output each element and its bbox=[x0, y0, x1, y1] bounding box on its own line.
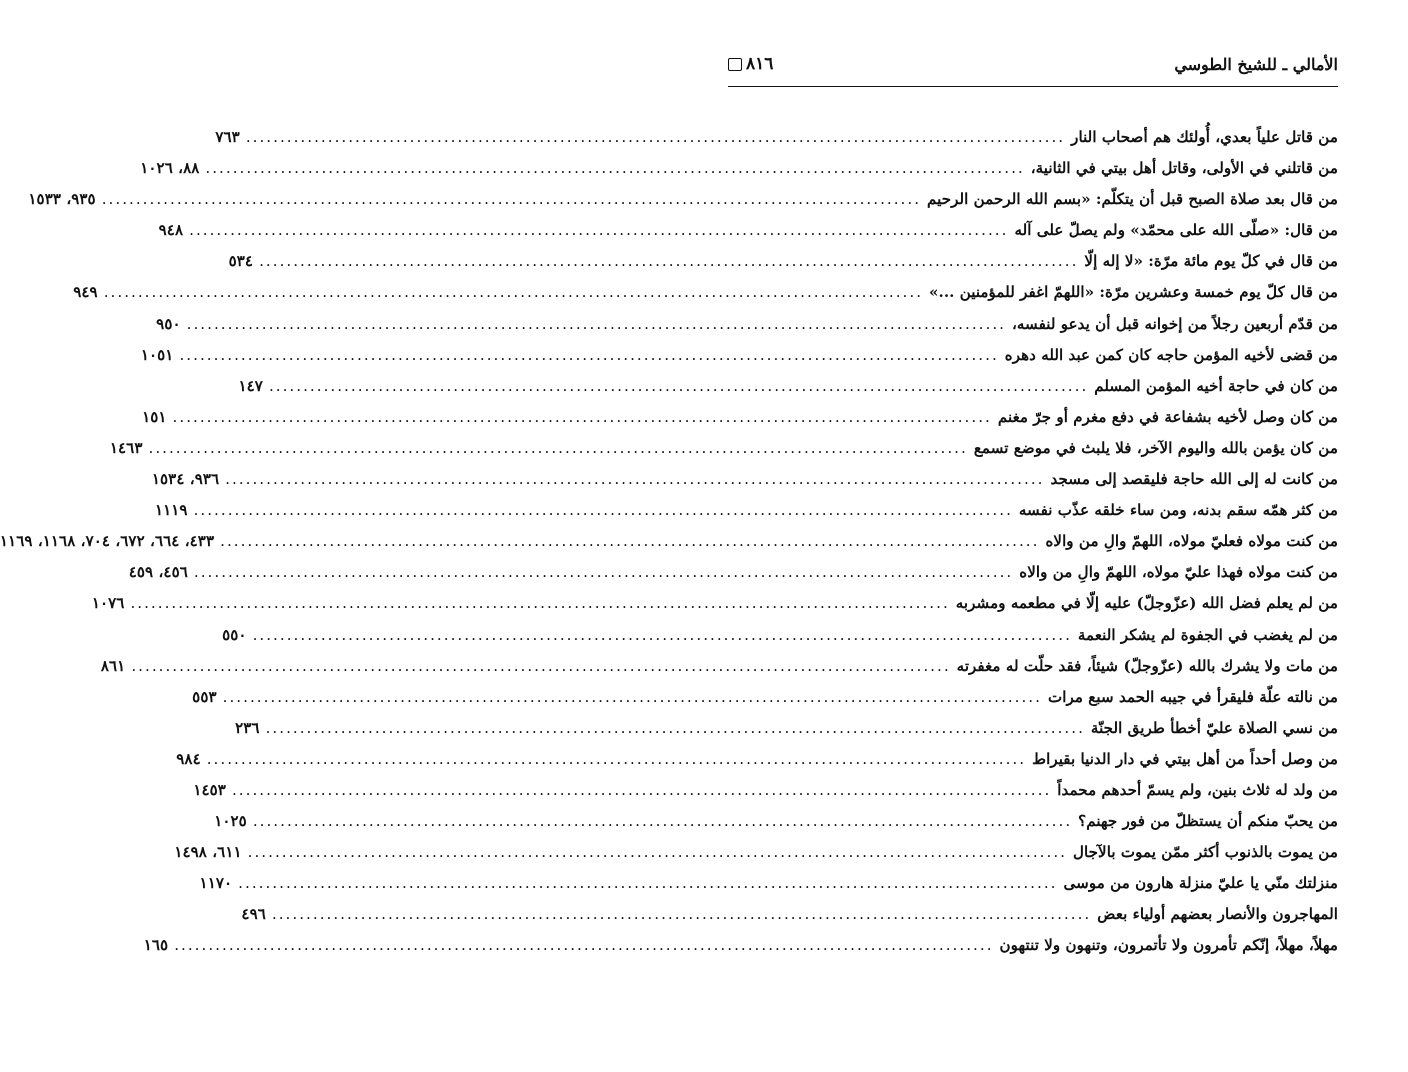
entry-page-numbers: ٤٩٦ bbox=[241, 905, 266, 924]
entry-page-numbers: ٧٦٣ bbox=[215, 128, 240, 146]
entry-dot-leader: ........................................................................................................................ bbox=[179, 345, 999, 364]
entry-text: من قدّم أربعين رجلاً من إخوانه قبل أن يدعو لنفسه، bbox=[1011, 314, 1338, 333]
entry-dot-leader: ........................................................................................................................ bbox=[101, 190, 922, 209]
entry-text: من نسي الصلاة عليّ أخطأ طريق الجنّة bbox=[1090, 718, 1338, 737]
index-entry bbox=[151, 464, 1338, 495]
entry-dot-leader: ........................................................................................................................ bbox=[193, 501, 1013, 520]
entry-page-numbers: ٥٥٠ bbox=[222, 625, 247, 644]
entry-text: من نالته علّة فليقرأ في جيبه الحمد سبع مرات bbox=[1047, 687, 1338, 706]
entry-text: من كان وصل لأخيه بشفاعة في دفع مغرم أو جرّ مغنم bbox=[997, 407, 1338, 426]
entry-text: من مات ولا يشرك بالله (عزّوجلّ) شيئاً، فقد حلّت له مغفرته bbox=[956, 656, 1338, 675]
entry-text: من لم يعلم فضل الله (عزّوجلّ) عليه إلّا في مطعمه ومشربه bbox=[955, 594, 1338, 613]
entry-text: من يموت بالذنوب أكثر ممّن يموت بالآجال bbox=[1072, 843, 1338, 862]
entry-page-numbers: ١٦٥ bbox=[143, 936, 169, 955]
entry-dot-leader: ........................................................................................................................ bbox=[148, 438, 968, 457]
entry-page-numbers: ١١١٩ bbox=[154, 501, 188, 520]
index-entry bbox=[176, 744, 1338, 775]
entry-page-numbers: ١٠٧٦ bbox=[91, 594, 125, 613]
entry-text: من كثر همّه سقم بدنه، ومن ساء خلقه عذّب نفسه bbox=[1018, 501, 1338, 520]
entry-page-numbers: ١٤٧ bbox=[238, 376, 263, 395]
entry-page-numbers: ٨٨، ١٠٢٦ bbox=[140, 159, 200, 178]
index-entry bbox=[0, 526, 1338, 557]
page-header bbox=[728, 42, 1338, 87]
entry-dot-leader: ........................................................................................................................ bbox=[206, 749, 1027, 768]
entry-text: من ولد له ثلاث بنين، ولم يسمّ أحدهم محمداً bbox=[1057, 780, 1338, 799]
entry-text: من كنت مولاه فهذا عليّ مولاه، اللهمّ والِ من والاه bbox=[1019, 563, 1338, 582]
entry-page-numbers: ٩٤٩ bbox=[73, 283, 98, 302]
entry-text: من كان في حاجة أخيه المؤمن المسلم bbox=[1094, 376, 1338, 395]
entry-dot-leader: ........................................................................................................................ bbox=[259, 252, 1079, 271]
entry-page-numbers: ٩٣٥، ١٥٣٣ bbox=[28, 190, 96, 209]
index-entry bbox=[140, 340, 1338, 371]
entry-dot-leader: ........................................................................................................................ bbox=[252, 625, 1072, 644]
entry-text: المهاجرون والأنصار بعضهم أولياء بعض bbox=[1097, 905, 1338, 924]
entry-page-numbers: ١٠٢٥ bbox=[214, 812, 247, 831]
entry-dot-leader: ........................................................................................................................ bbox=[268, 376, 1089, 395]
entry-page-numbers: ١١٧٠ bbox=[199, 874, 233, 893]
index-entry bbox=[235, 713, 1338, 744]
entry-page-numbers: ١٤٦٣ bbox=[109, 438, 143, 457]
index-entry bbox=[140, 153, 1338, 184]
entry-text: من يحبّ منكم أن يستظلّ من فور جهنم؟ bbox=[1078, 812, 1338, 831]
index-entry bbox=[238, 371, 1338, 402]
entry-page-numbers: ٨٦١ bbox=[100, 656, 126, 675]
index-list bbox=[0, 122, 1338, 962]
entry-dot-leader: ........................................................................................................................ bbox=[186, 314, 1006, 333]
entry-dot-leader: ........................................................................................................................ bbox=[231, 780, 1052, 799]
entry-dot-leader: ........................................................................................................................ bbox=[225, 470, 1045, 489]
entry-page-numbers: ٩٣٦، ١٥٣٤ bbox=[151, 470, 220, 489]
entry-page-numbers: ٤٣٣، ٦٦٤، ٦٧٢، ٧٠٤، ١١٦٨، ١١٦٩ bbox=[0, 532, 215, 551]
index-entry bbox=[28, 184, 1338, 215]
entry-dot-leader: ........................................................................................................................ bbox=[245, 128, 1066, 146]
entry-page-numbers: ٥٣٤ bbox=[228, 252, 254, 271]
index-entry bbox=[109, 433, 1338, 464]
page-square-icon bbox=[728, 58, 742, 71]
entry-dot-leader: ........................................................................................................................ bbox=[174, 936, 994, 955]
index-entry bbox=[214, 806, 1338, 837]
entry-page-numbers: ١٥١ bbox=[142, 407, 167, 426]
entry-page-numbers: ٩٥٠ bbox=[156, 314, 181, 333]
entry-text: من قضى لأخيه المؤمن حاجه كان كمن عبد الله دهره bbox=[1004, 345, 1338, 364]
entry-text: من قاتلني في الأولى، وقاتل أهل بيتي في الثانية، bbox=[1030, 159, 1338, 178]
entry-dot-leader: ........................................................................................................................ bbox=[238, 874, 1058, 893]
entry-dot-leader: ........................................................................................................................ bbox=[222, 687, 1042, 706]
entry-page-numbers: ٦١١، ١٤٩٨ bbox=[174, 843, 242, 862]
entry-page-numbers: ٩٤٨ bbox=[158, 221, 184, 240]
running-title: الأمالي ـ للشيخ الطوسي bbox=[1174, 54, 1338, 74]
entry-text: من كان يؤمن بالله واليوم الآخر، فلا يلبث في موضع تسمع bbox=[973, 438, 1338, 457]
entry-dot-leader: ........................................................................................................................ bbox=[130, 594, 950, 613]
entry-dot-leader: ........................................................................................................................ bbox=[172, 407, 992, 426]
index-entry bbox=[222, 620, 1338, 651]
index-entry bbox=[154, 495, 1338, 526]
entry-text: من كانت له إلى الله حاجة فليقصد إلى مسجد bbox=[1050, 470, 1338, 489]
entry-dot-leader: ........................................................................................................................ bbox=[193, 563, 1014, 582]
entry-text: من وصل أحداً من أهل بيتي في دار الدنيا بقيراط bbox=[1032, 749, 1338, 768]
entry-text: مهلاً، مهلاً، إنّكم تأمرون ولا تأتمرون، وتنهون ولا تنتهون bbox=[999, 936, 1338, 955]
entry-text: من كنت مولاه فعليّ مولاه، اللهمّ والِ من والاه bbox=[1045, 532, 1338, 551]
entry-dot-leader: ........................................................................................................................ bbox=[252, 812, 1073, 831]
entry-page-numbers: ٤٥٦، ٤٥٩ bbox=[128, 563, 188, 582]
entry-text: من قال كلّ يوم خمسة وعشرين مرّة: «اللهمّ اغفر للمؤمنين ...» bbox=[929, 283, 1338, 302]
entry-dot-leader: ........................................................................................................................ bbox=[103, 283, 924, 302]
index-entry bbox=[174, 837, 1338, 868]
entry-dot-leader: ........................................................................................................................ bbox=[131, 656, 951, 675]
entry-dot-leader: ........................................................................................................................ bbox=[271, 905, 1092, 924]
entry-dot-leader: ........................................................................................................................ bbox=[189, 221, 1009, 240]
index-entry bbox=[158, 215, 1338, 246]
index-entry bbox=[142, 402, 1338, 433]
entry-text: من قال بعد صلاة الصبح قبل أن يتكلّم: «بسم الله الرحمن الرحيم bbox=[927, 190, 1338, 209]
entry-text: من لم يغضب في الجفوة لم يشكر النعمة bbox=[1077, 625, 1338, 644]
index-entry bbox=[192, 682, 1338, 713]
index-entry bbox=[73, 277, 1338, 308]
entry-dot-leader: ........................................................................................................................ bbox=[265, 718, 1085, 737]
index-entry bbox=[228, 246, 1338, 277]
entry-page-numbers: ٥٥٣ bbox=[192, 687, 217, 706]
index-entry bbox=[91, 588, 1338, 619]
entry-page-numbers: ١٤٥٣ bbox=[193, 780, 226, 799]
entry-dot-leader: ........................................................................................................................ bbox=[205, 159, 1025, 178]
entry-dot-leader: ........................................................................................................................ bbox=[220, 532, 1040, 551]
index-entry bbox=[128, 557, 1338, 588]
entry-text: من قال: «صلّى الله على محمّد» ولم يصلّ على آله bbox=[1014, 221, 1338, 240]
entry-text: من قاتل علياً بعدي، أُولئك هم أصحاب النار bbox=[1071, 128, 1338, 146]
entry-page-numbers: ٩٨٤ bbox=[176, 749, 201, 768]
entry-page-numbers: ٢٣٦ bbox=[235, 718, 260, 737]
index-entry bbox=[193, 775, 1338, 806]
index-entry bbox=[143, 930, 1338, 961]
index-entry bbox=[156, 309, 1338, 340]
index-entry bbox=[215, 122, 1338, 153]
entry-dot-leader: ........................................................................................................................ bbox=[247, 843, 1067, 862]
page-number: ٨١٦ bbox=[746, 54, 774, 74]
entry-text: منزلتك منّي يا عليّ منزلة هارون من موسى bbox=[1063, 874, 1338, 893]
index-entry bbox=[199, 868, 1338, 899]
entry-page-numbers: ١٠٥١ bbox=[140, 345, 174, 364]
index-entry bbox=[241, 899, 1338, 930]
index-entry bbox=[100, 651, 1338, 682]
page-number-block bbox=[728, 54, 773, 74]
entry-text: من قال في كلّ يوم مائة مرّة: «لا إله إلّا bbox=[1084, 252, 1338, 271]
